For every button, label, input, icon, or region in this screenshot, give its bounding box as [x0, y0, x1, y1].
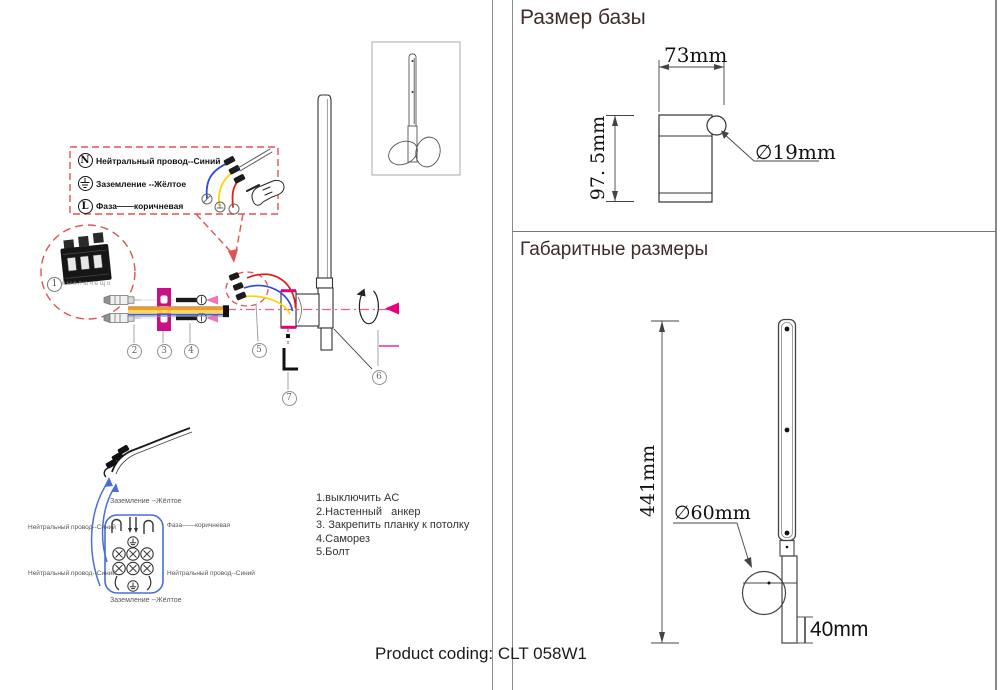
- product-coding: Product coding: CLT 058W1: [375, 644, 587, 663]
- callout-leaders: [134, 304, 399, 390]
- rotation-arrow-icon: [357, 289, 379, 324]
- terminal-label-left2: Нейтральный провод--Синий: [28, 570, 116, 577]
- hand-with-screwdriver-icon: [247, 180, 284, 205]
- callout-5: 5: [252, 343, 267, 358]
- callout-7: 7: [282, 391, 297, 406]
- callout-6: 6: [372, 370, 387, 385]
- step-line: 4.Саморез: [316, 532, 371, 545]
- axis-arrowhead: [385, 303, 399, 315]
- step-line: 3. Закрепить планку к потолку: [316, 519, 470, 531]
- base-panel-title: Размер базы: [520, 6, 646, 29]
- step-line: 2.Настенный анкер: [316, 505, 421, 518]
- terminal-n-symbol: N: [78, 153, 93, 168]
- overall-height-dim: 441mm: [637, 444, 659, 518]
- step1-callout: 1: [47, 277, 62, 292]
- base-height-dim: 97. 5mm: [587, 115, 609, 201]
- base-hole-dim: ∅19mm: [755, 140, 836, 164]
- legend-pointer-arrowhead: [228, 249, 238, 263]
- terminal-block-diagram: [92, 428, 192, 593]
- ball-diameter-dim: ∅60mm: [674, 502, 751, 524]
- terminal-label-right1: Фаза——коричневая: [167, 522, 230, 529]
- step-line: 5.Болт: [316, 546, 350, 558]
- terminal-label-top: Заземление --Жёлтое: [110, 498, 182, 505]
- page-borders: [493, 0, 997, 690]
- power-cable: [128, 305, 229, 317]
- instruction-steps: [316, 492, 469, 560]
- legend-neutral-label: Нейтральный провод--Синий: [96, 156, 221, 166]
- earth-ground-icon: [78, 176, 93, 191]
- callout-4: 4: [184, 344, 199, 359]
- lamp-thumbnail: [372, 42, 460, 175]
- legend-ground-label: Заземление --Жёлтое: [96, 179, 187, 189]
- terminal-label-right2: Нейтральный провод--Синий: [167, 570, 255, 577]
- callout-3: 3: [157, 344, 172, 359]
- terminal-l-symbol: L: [78, 199, 93, 214]
- overall-dimension-drawing: [651, 320, 813, 644]
- allen-key: [284, 329, 298, 369]
- base-dimension-drawing: [606, 60, 819, 202]
- terminal-label-bottom: Заземление --Жёлтое: [110, 597, 182, 604]
- base-width-dim: 73mm: [664, 43, 728, 67]
- overall-panel-title: Габаритные размеры: [520, 239, 709, 260]
- callout-2: 2: [127, 344, 142, 359]
- legend-phase-label: Фаза——коричневая: [96, 201, 184, 211]
- terminal-label-left1: Нейтральный провод--Синий: [28, 524, 116, 531]
- depth-dim: 40mm: [810, 618, 869, 641]
- breaker-note: выключещо: [62, 280, 112, 287]
- step-line: 1.выключить AC: [316, 492, 400, 504]
